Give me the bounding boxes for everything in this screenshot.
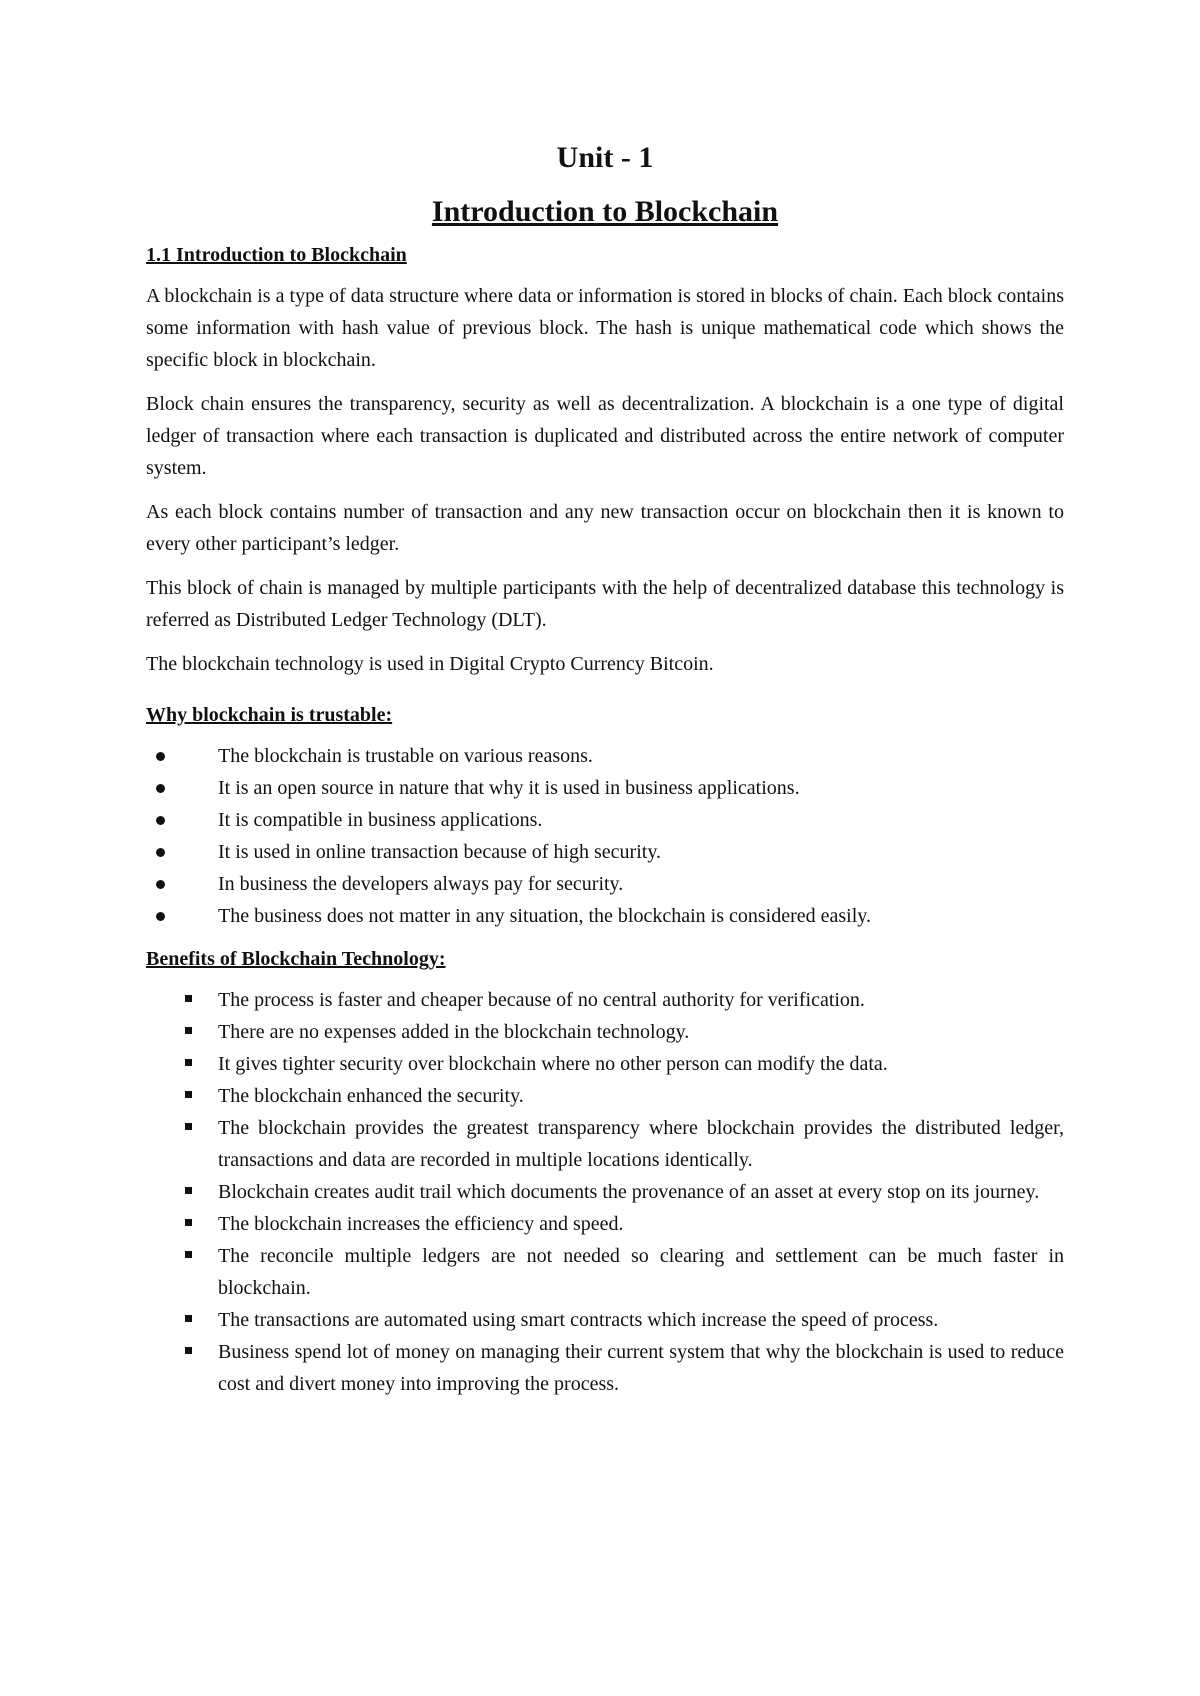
list-item-text: Blockchain creates audit trail which documents the provenance of an asset at every stop on its journey. [218, 1181, 1040, 1203]
list-item [146, 1336, 1064, 1400]
section-heading-intro: 1.1 Introduction to Blockchain [146, 244, 407, 266]
bullet-square-icon [185, 1219, 192, 1226]
intro-paragraph: The blockchain technology is used in Digital Crypto Currency Bitcoin. [146, 653, 714, 675]
unit-title: Unit - 1 [556, 141, 654, 174]
benefits-list [146, 984, 1064, 1400]
bullet-square-icon [185, 1091, 192, 1098]
list-item [146, 740, 1064, 772]
section-heading-trust: Why blockchain is trustable: [146, 704, 393, 726]
list-item [146, 1240, 1064, 1304]
intro-paragraph: Block chain ensures the transparency, security as well as decentralization. A blockchain is a one type of digital ledger of transaction where each transaction is duplicated and distributed across the entire network of computer system. [146, 393, 1064, 479]
list-item-text: In business the developers always pay for security. [218, 873, 624, 895]
list-item-text: The transactions are automated using smart contracts which increase the speed of process. [218, 1309, 939, 1331]
intro-paragraph: A blockchain is a type of data structure where data or information is stored in blocks of chain. Each block contains some information with hash value of previous block. The hash is unique mathematical code which shows the specific block in blockchain. [146, 285, 1064, 371]
bullet-square-icon [185, 1315, 192, 1322]
bullet-square-icon [185, 1347, 192, 1354]
bullet-dot-icon [156, 848, 165, 857]
list-item [146, 868, 1064, 900]
bullet-square-icon [185, 1123, 192, 1130]
bullet-dot-icon [156, 880, 165, 889]
bullet-square-icon [185, 1059, 192, 1066]
list-item-text: It is used in online transaction because of high security. [218, 841, 662, 863]
bullet-square-icon [185, 1187, 192, 1194]
document-page [146, 140, 1064, 1414]
list-item [146, 1304, 1064, 1336]
list-item [146, 984, 1064, 1016]
list-item [146, 1016, 1064, 1048]
list-item [146, 804, 1064, 836]
list-item-text: The blockchain enhanced the security. [218, 1085, 524, 1107]
list-item-text: It is compatible in business applications. [218, 809, 543, 831]
list-item-text: The blockchain increases the efficiency and speed. [218, 1213, 624, 1235]
intro-paragraph: This block of chain is managed by multiple participants with the help of decentralized database this technology is referred as Distributed Ledger Technology (DLT). [146, 577, 1064, 631]
bullet-dot-icon [156, 752, 165, 761]
list-item [146, 1112, 1064, 1176]
list-item-text: The blockchain provides the greatest transparency where blockchain provides the distributed ledger, transactions and data are recorded in multiple locations identically. [218, 1117, 1064, 1171]
intro-paragraph: As each block contains number of transaction and any new transaction occur on blockchain then it is known to every other participant’s ledger. [146, 501, 1064, 555]
bullet-square-icon [185, 995, 192, 1002]
bullet-dot-icon [156, 816, 165, 825]
bullet-square-icon [185, 1251, 192, 1258]
main-title: Introduction to Blockchain [431, 195, 779, 228]
list-item-text: The reconcile multiple ledgers are not needed so clearing and settlement can be much faster in blockchain. [218, 1245, 1064, 1299]
list-item [146, 1176, 1064, 1208]
section-heading-benefits: Benefits of Blockchain Technology: [146, 948, 446, 970]
list-item-text: The blockchain is trustable on various reasons. [218, 745, 593, 767]
bullet-dot-icon [156, 784, 165, 793]
list-item-text: It gives tighter security over blockchain where no other person can modify the data. [218, 1053, 888, 1075]
list-item-text: The business does not matter in any situation, the blockchain is considered easily. [218, 905, 871, 927]
list-item [146, 772, 1064, 804]
list-item-text: The process is faster and cheaper because of no central authority for verification. [218, 989, 865, 1011]
bullet-square-icon [185, 1027, 192, 1034]
trust-list [146, 740, 1064, 932]
list-item [146, 1080, 1064, 1112]
list-item [146, 836, 1064, 868]
list-item-text: It is an open source in nature that why it is used in business applications. [218, 777, 800, 799]
list-item [146, 900, 1064, 932]
list-item-text: Business spend lot of money on managing their current system that why the blockchain is used to reduce cost and divert money into improving the process. [218, 1341, 1064, 1395]
list-item-text: There are no expenses added in the blockchain technology. [218, 1021, 690, 1043]
list-item [146, 1208, 1064, 1240]
bullet-dot-icon [156, 912, 165, 921]
list-item [146, 1048, 1064, 1080]
